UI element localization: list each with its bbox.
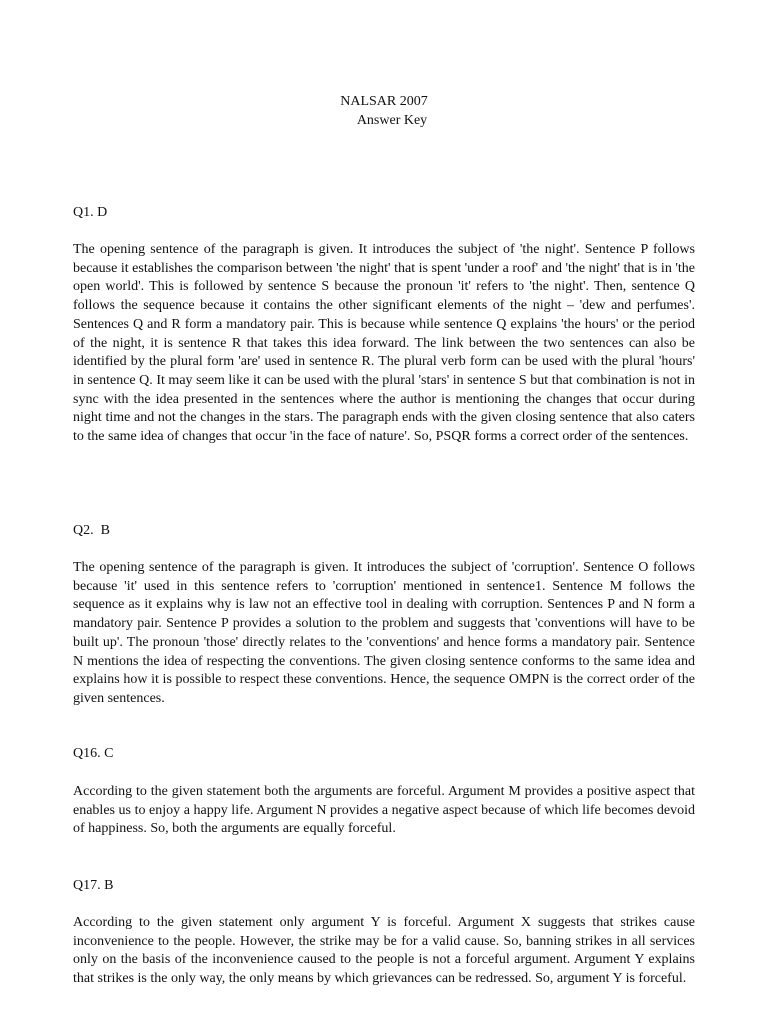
question-label-q16: Q16. C bbox=[73, 746, 114, 761]
answer-paragraph-q1: The opening sentence of the paragraph is given. It introduces the subject of 'the night'. Sentence P follows because it establishes the comparison between 'the night' that is spent 'under a roof' and 'the night' that is in 'the open world'. This is followed by sentence S because the pronoun 'it' refers to 'the night'. Then, sentence Q follows the sequence because it contains the other significant elements of the night – 'dew and perfumes'. Sentences Q and R form a mandatory pair. This is because while sentence Q explains 'the hours' or the period of the night, it is sentence R that takes this idea forward. The link between the two sentences can also be identified by the plural form 'are' used in sentence R. The plural verb form can be used with the plural 'hours' in sentence Q. It may seem like it can be used with the plural 'stars' in sentence S but that combination is not in sync with the idea presented in the sentences where the author is mentioning the changes that occur during night time and not the changes in the stars. The paragraph ends with the given closing sentence that also caters to the same idea of changes that occur 'in the face of nature'. So, PSQR forms a correct order of the sentences. bbox=[73, 242, 695, 445]
question-label-q1: Q1. D bbox=[73, 205, 108, 220]
document-subtitle: Answer Key bbox=[356, 112, 428, 128]
document-title: NALSAR 2007 bbox=[340, 94, 428, 109]
question-label-q2: Q2. B bbox=[73, 523, 110, 538]
document-header bbox=[0, 93, 768, 130]
answer-paragraph-q2: The opening sentence of the paragraph is given. It introduces the subject of 'corruption'. Sentence O follows because 'it' used in this sentence refers to 'corruption' mentioned in sentence1. Sentence M follows the sequence as it explains why is law not an effective tool in dealing with corruption. Sentences P and N form a mandatory pair. Sentence P provides a solution to the problem and suggests that 'conventions will have to be built up'. The pronoun 'those' directly relates to the 'conventions' and hence forms a mandatory pair. Sentence N mentions the idea of respecting the conventions. The given closing sentence conforms to the same idea and explains how it is possible to respect these conventions. Hence, the sequence OMPN is the correct order of the given sentences. bbox=[73, 560, 695, 706]
question-label-q17: Q17. B bbox=[73, 878, 114, 893]
answer-paragraph-q16: According to the given statement both the arguments are forceful. Argument M provides a positive aspect that enables us to enjoy a happy life. Argument N provides a negative aspect because of which life becomes devoid of happiness. So, both the arguments are equally forceful. bbox=[73, 784, 695, 837]
answer-paragraph-q17: According to the given statement only argument Y is forceful. Argument X suggests that strikes cause inconvenience to the people. However, the strike may be for a valid cause. So, banning strikes in all services only on the basis of the inconvenience caused to the people is not a forceful argument. Argument Y explains that strikes is the only way, the only means by which grievances can be redressed. So, argument Y is forceful. bbox=[73, 915, 695, 987]
